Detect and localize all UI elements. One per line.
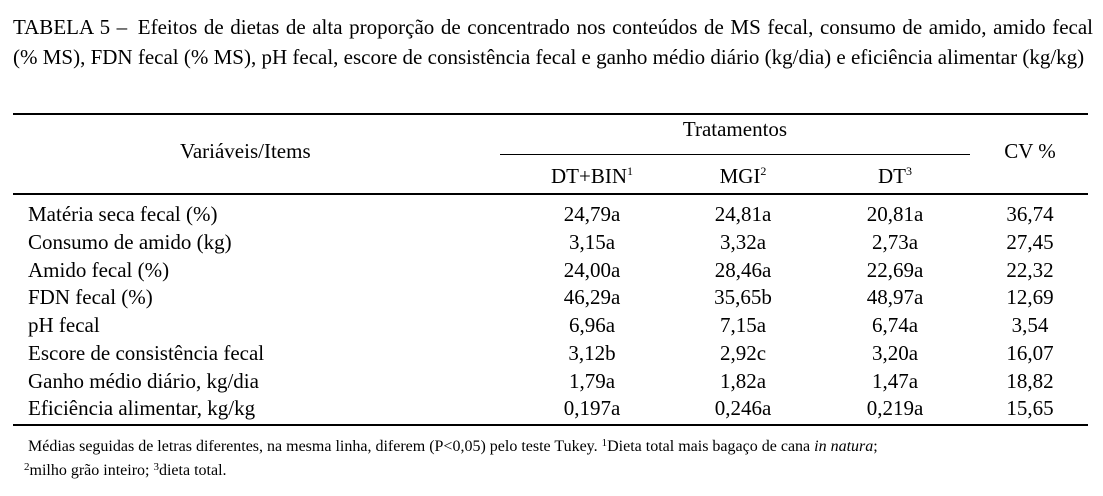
row-label: pH fecal bbox=[28, 313, 100, 337]
cell-value: 3,32a bbox=[719, 230, 767, 254]
table-header-rule bbox=[13, 193, 1088, 195]
footnote-2-marker: 2 bbox=[24, 461, 30, 473]
header-treatment-3-name: DT bbox=[878, 164, 906, 188]
cell-value: 28,46a bbox=[714, 258, 772, 282]
footnote-1-marker: 1 bbox=[601, 437, 608, 449]
footnote-1-text: Dieta total mais bagaço de cana bbox=[607, 438, 815, 455]
cell-cv: 22,32 bbox=[1006, 258, 1054, 282]
row-label: FDN fecal (%) bbox=[28, 285, 153, 309]
cell-value: 22,69a bbox=[866, 258, 924, 282]
table-caption bbox=[13, 12, 1093, 72]
cell-cv: 18,82 bbox=[1006, 369, 1054, 393]
table-bottom-rule bbox=[13, 424, 1088, 426]
cell-value: 2,92c bbox=[719, 341, 767, 365]
cell-cv: 12,69 bbox=[1006, 285, 1054, 309]
cell-value: 24,79a bbox=[563, 202, 621, 226]
footnote-3-text: dieta total. bbox=[158, 462, 227, 479]
cell-value: 7,15a bbox=[719, 313, 767, 337]
treatments-group-rule bbox=[500, 154, 970, 155]
header-treatment-1-sup: 1 bbox=[627, 164, 633, 178]
header-treatment-2-sup: 2 bbox=[760, 164, 767, 178]
cell-value: 35,65b bbox=[714, 285, 772, 309]
cell-cv: 36,74 bbox=[1006, 202, 1054, 226]
header-treatment-3 bbox=[815, 158, 975, 189]
header-treatment-1-name: DT+BIN bbox=[550, 164, 627, 188]
footnote-main: Médias seguidas de letras diferentes, na mesma linha, diferem (P<0,05) pelo teste Tukey. bbox=[28, 438, 598, 455]
cell-cv: 15,65 bbox=[1006, 396, 1054, 420]
cell-value: 24,00a bbox=[563, 258, 621, 282]
header-treatment-2-name: MGI bbox=[719, 164, 761, 188]
table-caption-label: TABELA 5 – bbox=[13, 15, 128, 39]
footnote-3-marker: 3 bbox=[153, 461, 159, 473]
cell-value: 3,12b bbox=[568, 341, 616, 365]
cell-value: 6,74a bbox=[871, 313, 919, 337]
cell-cv: 27,45 bbox=[1006, 230, 1054, 254]
row-label: Consumo de amido (kg) bbox=[28, 230, 232, 254]
header-treatment-3-sup: 3 bbox=[906, 164, 912, 178]
cell-value: 46,29a bbox=[563, 285, 621, 309]
header-treatment-1 bbox=[512, 158, 672, 189]
footnote-1-end: ; bbox=[873, 438, 878, 455]
cell-value: 0,219a bbox=[866, 396, 924, 420]
cell-value: 0,197a bbox=[563, 396, 621, 420]
cell-value: 1,47a bbox=[871, 369, 919, 393]
row-label: Amido fecal (%) bbox=[28, 258, 170, 282]
table-footnote bbox=[24, 433, 1088, 481]
header-cv: CV % bbox=[1004, 139, 1056, 163]
cell-cv: 16,07 bbox=[1006, 341, 1054, 365]
cell-value: 3,15a bbox=[568, 230, 616, 254]
row-label: Eficiência alimentar, kg/kg bbox=[28, 396, 256, 420]
header-treatment-2 bbox=[668, 158, 818, 189]
table-top-rule bbox=[13, 113, 1088, 115]
header-variables: Variáveis/Items bbox=[180, 139, 311, 163]
header-treatments-group: Tratamentos bbox=[682, 117, 788, 141]
cell-value: 24,81a bbox=[714, 202, 772, 226]
footnote-2-text: milho grão inteiro; bbox=[29, 462, 154, 479]
cell-value: 2,73a bbox=[871, 230, 919, 254]
cell-value: 0,246a bbox=[714, 396, 772, 420]
cell-value: 1,82a bbox=[719, 369, 767, 393]
cell-value: 48,97a bbox=[866, 285, 924, 309]
footnote-1-italic: in natura bbox=[814, 438, 874, 455]
row-label: Escore de consistência fecal bbox=[28, 341, 265, 365]
table-caption-text: Efeitos de dietas de alta proporção de concentrado nos conteúdos de MS fecal, consumo de amido, amido fecal (% MS), FDN fecal (% MS), pH fecal, escore de consistência fecal e ganho médio diário (kg/dia) e eficiência alimentar (kg/kg) bbox=[13, 15, 1093, 69]
cell-value: 3,20a bbox=[871, 341, 919, 365]
cell-value: 6,96a bbox=[568, 313, 616, 337]
cell-cv: 3,54 bbox=[1011, 313, 1049, 337]
row-label: Matéria seca fecal (%) bbox=[28, 202, 218, 226]
cell-value: 20,81a bbox=[866, 202, 924, 226]
row-label: Ganho médio diário, kg/dia bbox=[28, 369, 259, 393]
cell-value: 1,79a bbox=[568, 369, 616, 393]
